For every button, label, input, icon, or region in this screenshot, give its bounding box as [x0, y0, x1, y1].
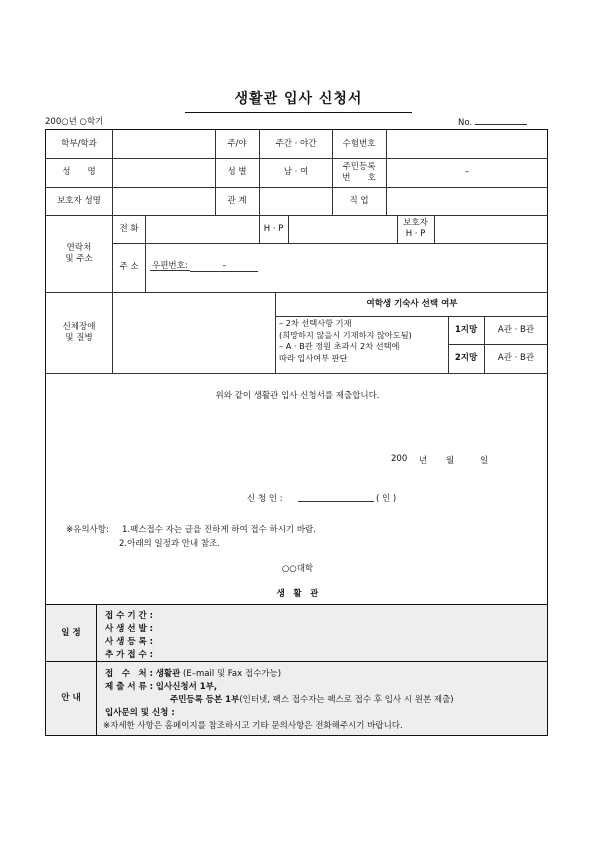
- info-line-3: [170, 693, 454, 705]
- doc-number-label: No.: [458, 118, 473, 128]
- choice1-options[interactable]: A관 · B관: [497, 324, 535, 335]
- dept-label: 학부/학과: [61, 138, 97, 149]
- schedule-selection: 사 생 선 발 :: [105, 624, 154, 634]
- guardian-hp-input[interactable]: [435, 215, 547, 243]
- info-inquiry: 입사문의 및 신청 :: [105, 708, 175, 718]
- postal-underline: [150, 270, 190, 271]
- info-line-2: [105, 680, 217, 692]
- info-reception-value: 생활관: [155, 669, 181, 679]
- note-line-1: 1.팩스접수 자는 글을 진하게 하여 접수 하시기 바람.: [122, 525, 316, 535]
- dorm-choice-title: 여학생 기숙사 선택 여부: [366, 298, 458, 309]
- contact-label-line1: 연락처: [66, 242, 92, 253]
- rrn-label-line1: 주민등록: [342, 161, 376, 172]
- info-rrn-copy: 주민등록 등본 1부: [170, 695, 240, 705]
- guardian-hp-label-line1: 보호자: [403, 218, 428, 229]
- rrn-label-line2: 번 호: [342, 172, 376, 183]
- choice2-options[interactable]: A관 · B관: [497, 353, 535, 364]
- info-reception-note: (E–mail 및 Fax 접수가능): [180, 669, 282, 679]
- statement-text: 위와 같이 생활관 입사 신청서를 제출합니다.: [215, 391, 380, 401]
- dorm-choice-notes: [279, 318, 447, 372]
- phone-label: 전 화: [119, 223, 139, 234]
- applicant-signature-field[interactable]: [298, 501, 374, 502]
- info-documents-value: 입사신청서 1부,: [155, 682, 218, 692]
- relation-label: 관 계: [227, 195, 247, 206]
- dorm-note-4: 따라 입사여부 판단: [279, 352, 348, 363]
- date-year-unit: 년: [419, 456, 428, 466]
- info-line-1: [105, 667, 281, 679]
- postal-code-label: 우편번호:: [152, 261, 188, 271]
- info-label: 안 내: [61, 693, 81, 704]
- exam-number-input[interactable]: [387, 130, 547, 158]
- disability-input[interactable]: [113, 292, 275, 373]
- note-line-2: 2.아래의 일정과 안내 참조.: [119, 539, 221, 549]
- doc-number-field[interactable]: [475, 115, 527, 125]
- document-title: 생활관 입사 신청서: [185, 88, 412, 113]
- contact-label: [46, 215, 112, 292]
- info-footnote: ※자세한 사항은 홈페이지를 참조하시고 기타 문의사항은 전화해주시기 바랍니다.: [103, 721, 403, 731]
- university-name: ○○대학: [281, 564, 314, 574]
- schedule-application-period: 접 수 기 간 :: [105, 611, 154, 621]
- disability-label-line1: 신체장애: [62, 321, 96, 332]
- info-reception-key: 접 수 처 :: [105, 669, 153, 679]
- disability-label: [46, 292, 112, 373]
- schedule-registration: 사 생 등 록 :: [105, 637, 154, 647]
- guardian-name-label: 보호자 성명: [57, 195, 101, 206]
- choice1-label: 1지망: [454, 324, 478, 335]
- date-day-unit: 일: [480, 456, 489, 466]
- date-month-unit: 월: [446, 456, 455, 466]
- hp-input[interactable]: [289, 215, 397, 243]
- gender-label: 성 별: [227, 167, 247, 178]
- guardian-name-input[interactable]: [113, 187, 215, 215]
- exam-number-label: 수험번호: [342, 138, 376, 149]
- relation-input[interactable]: [260, 187, 332, 215]
- phone-input[interactable]: [146, 215, 259, 243]
- hp-label: H · P: [263, 223, 284, 234]
- dormitory-name: 생 활 관: [276, 589, 319, 599]
- schedule-label: 일 정: [61, 627, 81, 638]
- guardian-hp-label-line2: H · P: [405, 229, 426, 239]
- gender-options[interactable]: 남 · 여: [283, 167, 309, 178]
- guardian-hp-label: [397, 215, 434, 243]
- postal-code-dash: –: [190, 261, 258, 272]
- job-input[interactable]: [387, 187, 547, 215]
- address-label: 주 소: [119, 262, 139, 273]
- name-label: 성 명: [62, 167, 96, 178]
- disability-label-line2: 및 질병: [65, 332, 93, 343]
- dept-input[interactable]: [113, 130, 215, 158]
- schedule-additional: 추 가 접 수 :: [105, 650, 154, 660]
- applicant-label: 신 청 인 :: [247, 494, 283, 504]
- day-night-label: 주/야: [227, 138, 247, 149]
- name-input[interactable]: [113, 158, 215, 187]
- dorm-note-1: – 2차 선택사항 기재: [279, 318, 352, 328]
- dorm-note-3: – A · B관 정원 초과시 2차 선택에: [279, 341, 400, 351]
- seal-mark: ( 인 ): [376, 494, 397, 504]
- rrn-input[interactable]: –: [464, 167, 470, 178]
- rrn-label: [332, 158, 386, 187]
- date-year[interactable]: 200: [391, 454, 408, 464]
- info-rrn-note: (인터넷, 팩스 접수자는 팩스로 접수 후 입사 시 원본 제출): [239, 695, 454, 705]
- day-night-options[interactable]: 주간 · 야간: [275, 138, 317, 149]
- doc-number: [458, 115, 527, 128]
- semester-label: 200○년 ○학기: [45, 117, 104, 127]
- choice2-label: 2지망: [454, 353, 478, 364]
- dorm-note-2: (희망하지 않을시 기재하지 않아도됨): [279, 329, 412, 340]
- job-label: 직 업: [349, 195, 369, 206]
- contact-label-line2: 및 주소: [65, 253, 93, 264]
- note-label: ※유의사항:: [66, 525, 109, 535]
- info-documents-key: 제 출 서 류 :: [105, 682, 154, 692]
